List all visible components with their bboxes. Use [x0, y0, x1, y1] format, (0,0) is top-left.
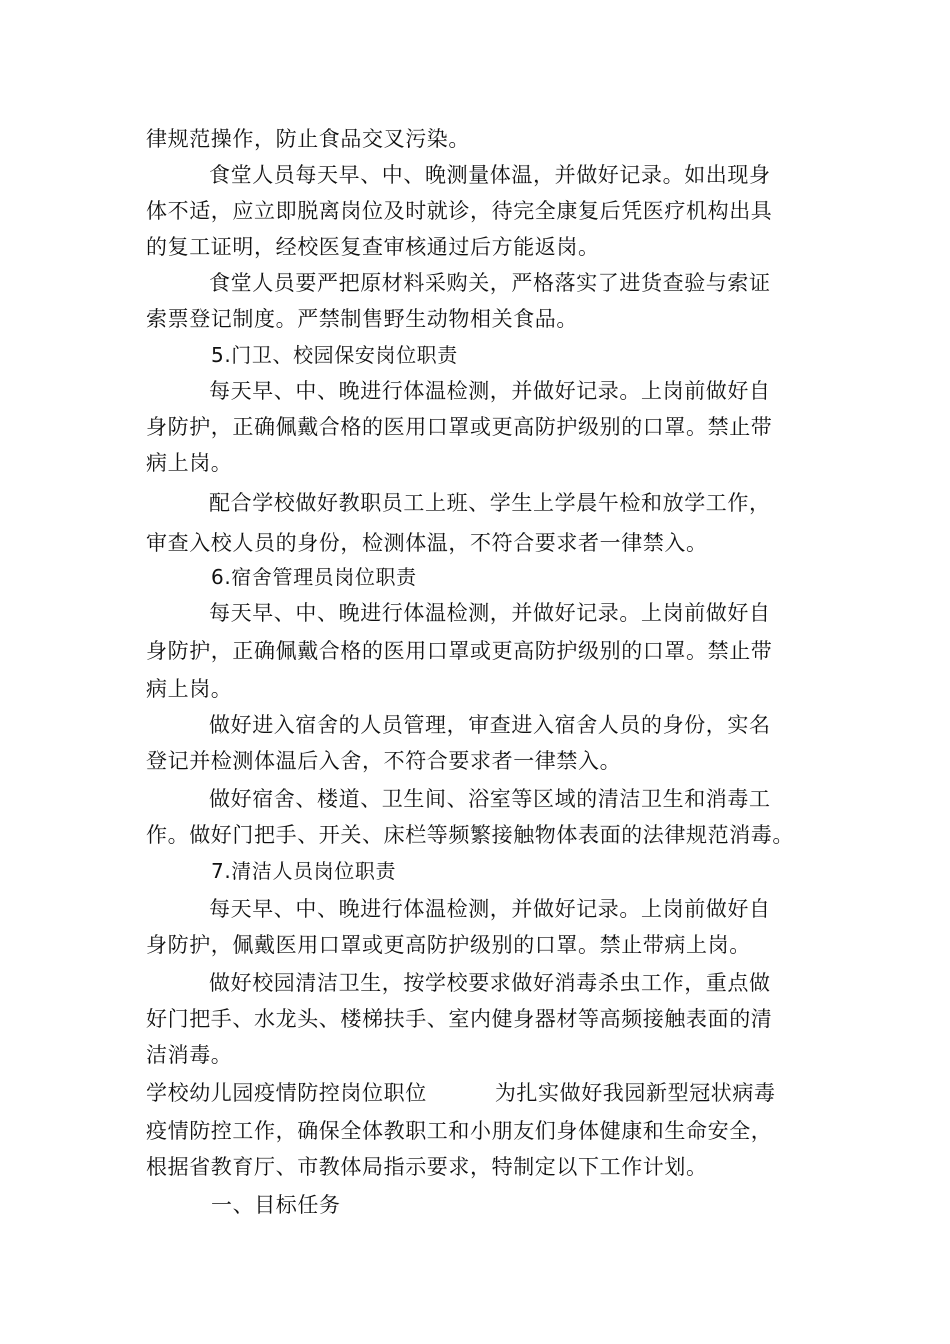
document-title: 学校幼儿园疫情防控岗位职位 — [146, 1081, 427, 1105]
paragraph-line: 的复工证明，经校医复查审核通过后方能返岗。 — [146, 235, 600, 259]
paragraph-line: 食堂人员要严把原材料采购关，严格落实了进货查验与索证 — [209, 271, 771, 295]
paragraph-line: 做好宿舍、楼道、卫生间、浴室等区域的清洁卫生和消毒工 — [209, 787, 771, 811]
paragraph-line: 审查入校人员的身份，检测体温，不符合要求者一律禁入。 — [146, 531, 708, 555]
paragraph-line: 每天早、中、晚进行体温检测，并做好记录。上岗前做好自 — [209, 601, 771, 625]
paragraph-line: 做好进入宿舍的人员管理，审查进入宿舍人员的身份，实名 — [209, 713, 771, 737]
intro-text: 为扎实做好我园新型冠状病毒 — [494, 1081, 776, 1105]
paragraph-line: 根据省教育厅、市教体局指示要求，特制定以下工作计划。 — [146, 1155, 708, 1179]
section-heading: 一、目标任务 — [211, 1193, 341, 1217]
paragraph-line: 食堂人员每天早、中、晚测量体温，并做好记录。如出现身 — [209, 163, 771, 187]
paragraph-line: 病上岗。 — [146, 451, 233, 475]
paragraph-line: 配合学校做好教职员工上班、学生上学晨午检和放学工作， — [209, 491, 771, 515]
paragraph-line: 好门把手、水龙头、楼梯扶手、室内健身器材等高频接触表面的清 — [146, 1007, 773, 1031]
section-heading: 6.宿舍管理员岗位职责 — [211, 565, 417, 589]
paragraph-line: 登记并检测体温后入舍，不符合要求者一律禁入。 — [146, 749, 622, 773]
paragraph-line: 病上岗。 — [146, 677, 233, 701]
paragraph-line: 律规范操作，防止食品交叉污染。 — [146, 127, 470, 151]
paragraph-line: 洁消毒。 — [146, 1043, 233, 1067]
paragraph-line: 索票登记制度。严禁制售野生动物相关食品。 — [146, 307, 578, 331]
paragraph-line: 身防护，正确佩戴合格的医用口罩或更高防护级别的口罩。禁止带 — [146, 639, 773, 663]
paragraph-line: 疫情防控工作，确保全体教职工和小朋友们身体健康和生命安全， — [146, 1119, 773, 1143]
paragraph-line — [146, 1078, 776, 1108]
paragraph-line: 身防护，佩戴医用口罩或更高防护级别的口罩。禁止带病上岗。 — [146, 933, 751, 957]
section-heading: 7.清洁人员岗位职责 — [211, 859, 397, 883]
paragraph-line: 身防护，正确佩戴合格的医用口罩或更高防护级别的口罩。禁止带 — [146, 415, 773, 439]
section-heading: 5.门卫、校园保安岗位职责 — [211, 343, 458, 367]
paragraph-line: 作。做好门把手、开关、床栏等频繁接触物体表面的法律规范消毒。 — [146, 823, 794, 847]
paragraph-line: 每天早、中、晚进行体温检测，并做好记录。上岗前做好自 — [209, 897, 771, 921]
paragraph-line: 每天早、中、晚进行体温检测，并做好记录。上岗前做好自 — [209, 379, 771, 403]
paragraph-line: 做好校园清洁卫生，按学校要求做好消毒杀虫工作，重点做 — [209, 971, 771, 995]
paragraph-line: 体不适，应立即脱离岗位及时就诊，待完全康复后凭医疗机构出具 — [146, 199, 773, 223]
